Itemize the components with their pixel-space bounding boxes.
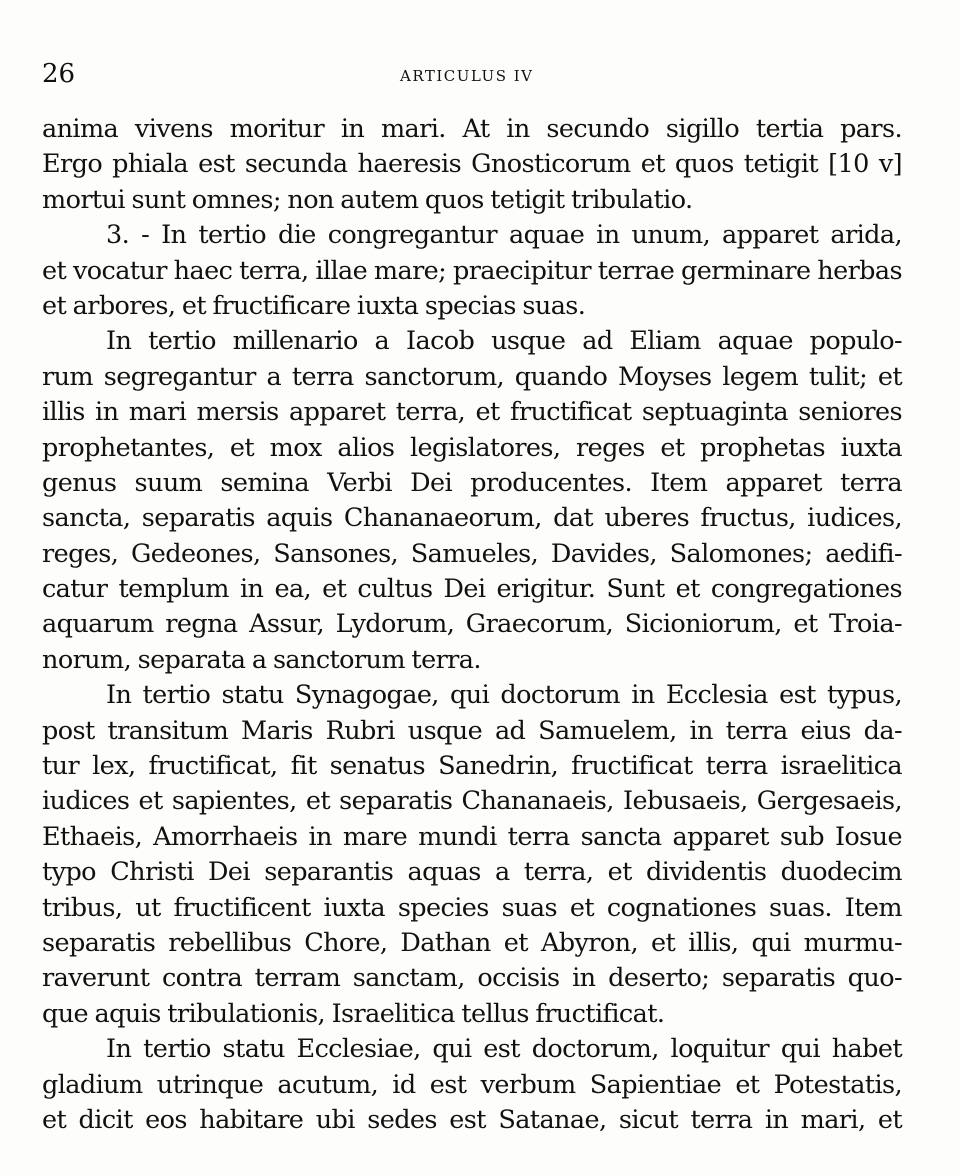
text-line: anima vivens moritur in mari. At in secundo sigillo tertia pars. — [42, 114, 902, 144]
text-line: iudices et sapientes, et separatis Chananaeis, Iebusaeis, Gergesaeis, — [42, 786, 902, 817]
text-line: reges, Gedeones, Sansones, Samueles, Davides, Salomones; aedifi- — [42, 538, 902, 569]
text-line: et arbores, et fructificare iuxta specias suas. — [42, 290, 586, 321]
text-line: mortui sunt omnes; non autem quos tetigit tribulatio. — [42, 184, 693, 215]
text-line: prophetantes, et mox alios legislatores, reges et prophetas iuxta — [42, 432, 902, 463]
text-line: post transitum Maris Rubri usque ad Samuelem, in terra eius da- — [42, 715, 902, 746]
paragraph-first-line: In tertio millenario a Iacob usque ad Eliam aquae populo- — [106, 326, 902, 357]
paragraph-first-line: In tertio statu Ecclesiae, qui est doctorum, loquitur qui habet — [106, 1034, 902, 1065]
text-line: et dicit eos habitare ubi sedes est Satanae, sicut terra in mari, et — [42, 1104, 902, 1135]
text-line: que aquis tribulationis, Israelitica tellus fructificat. — [42, 998, 665, 1029]
text-line: genus suum semina Verbi Dei producentes. Item apparet terra — [42, 467, 902, 498]
text-line: raverunt contra terram sanctam, occisis in deserto; separatis quo- — [42, 963, 902, 994]
text-line: Ethaeis, Amorrhaeis in mare mundi terra sancta apparet sub Iosue — [42, 821, 902, 852]
section-heading-line: 3. - In tertio die congregantur aquae in unum, apparet arida, — [106, 220, 902, 251]
page-header — [40, 58, 920, 90]
paragraph-first-line: In tertio statu Synagogae, qui doctorum in Ecclesia est typus, — [106, 680, 902, 711]
text-line: separatis rebellibus Chore, Dathan et Abyron, et illis, qui murmu- — [42, 927, 902, 958]
page-number: 26 — [42, 59, 76, 89]
text-line: typo Christi Dei separantis aquas a terra, et dividentis duodecim — [42, 857, 902, 888]
text-line: aquarum regna Assur, Lydorum, Graecorum, Sicioniorum, et Troia- — [42, 609, 902, 640]
running-head: ARTICULUS IV — [400, 67, 534, 85]
text-line: Ergo phiala est secunda haeresis Gnosticorum et quos tetigit [10 v] — [42, 149, 902, 180]
text-line: tur lex, fructificat, fit senatus Sanedrin, fructificat terra israelitica — [42, 751, 902, 782]
text-line: rum segregantur a terra sanctorum, quando Moyses legem tulit; et — [42, 361, 902, 392]
text-line: gladium utrinque acutum, id est verbum Sapientiae et Potestatis, — [42, 1069, 902, 1100]
text-line: tribus, ut fructificent iuxta species suas et cognationes suas. Item — [42, 892, 902, 923]
text-line: catur templum in ea, et cultus Dei erigitur. Sunt et congregationes — [42, 574, 902, 605]
text-line: et vocatur haec terra, illae mare; praecipitur terrae germinare herbas — [42, 255, 902, 286]
text-line: illis in mari mersis apparet terra, et fructificat septuaginta seniores — [42, 397, 902, 428]
body-text — [42, 112, 902, 1138]
text-line: norum, separata a sanctorum terra. — [42, 644, 481, 675]
text-line: sancta, separatis aquis Chananaeorum, dat uberes fructus, iudices, — [42, 503, 902, 534]
